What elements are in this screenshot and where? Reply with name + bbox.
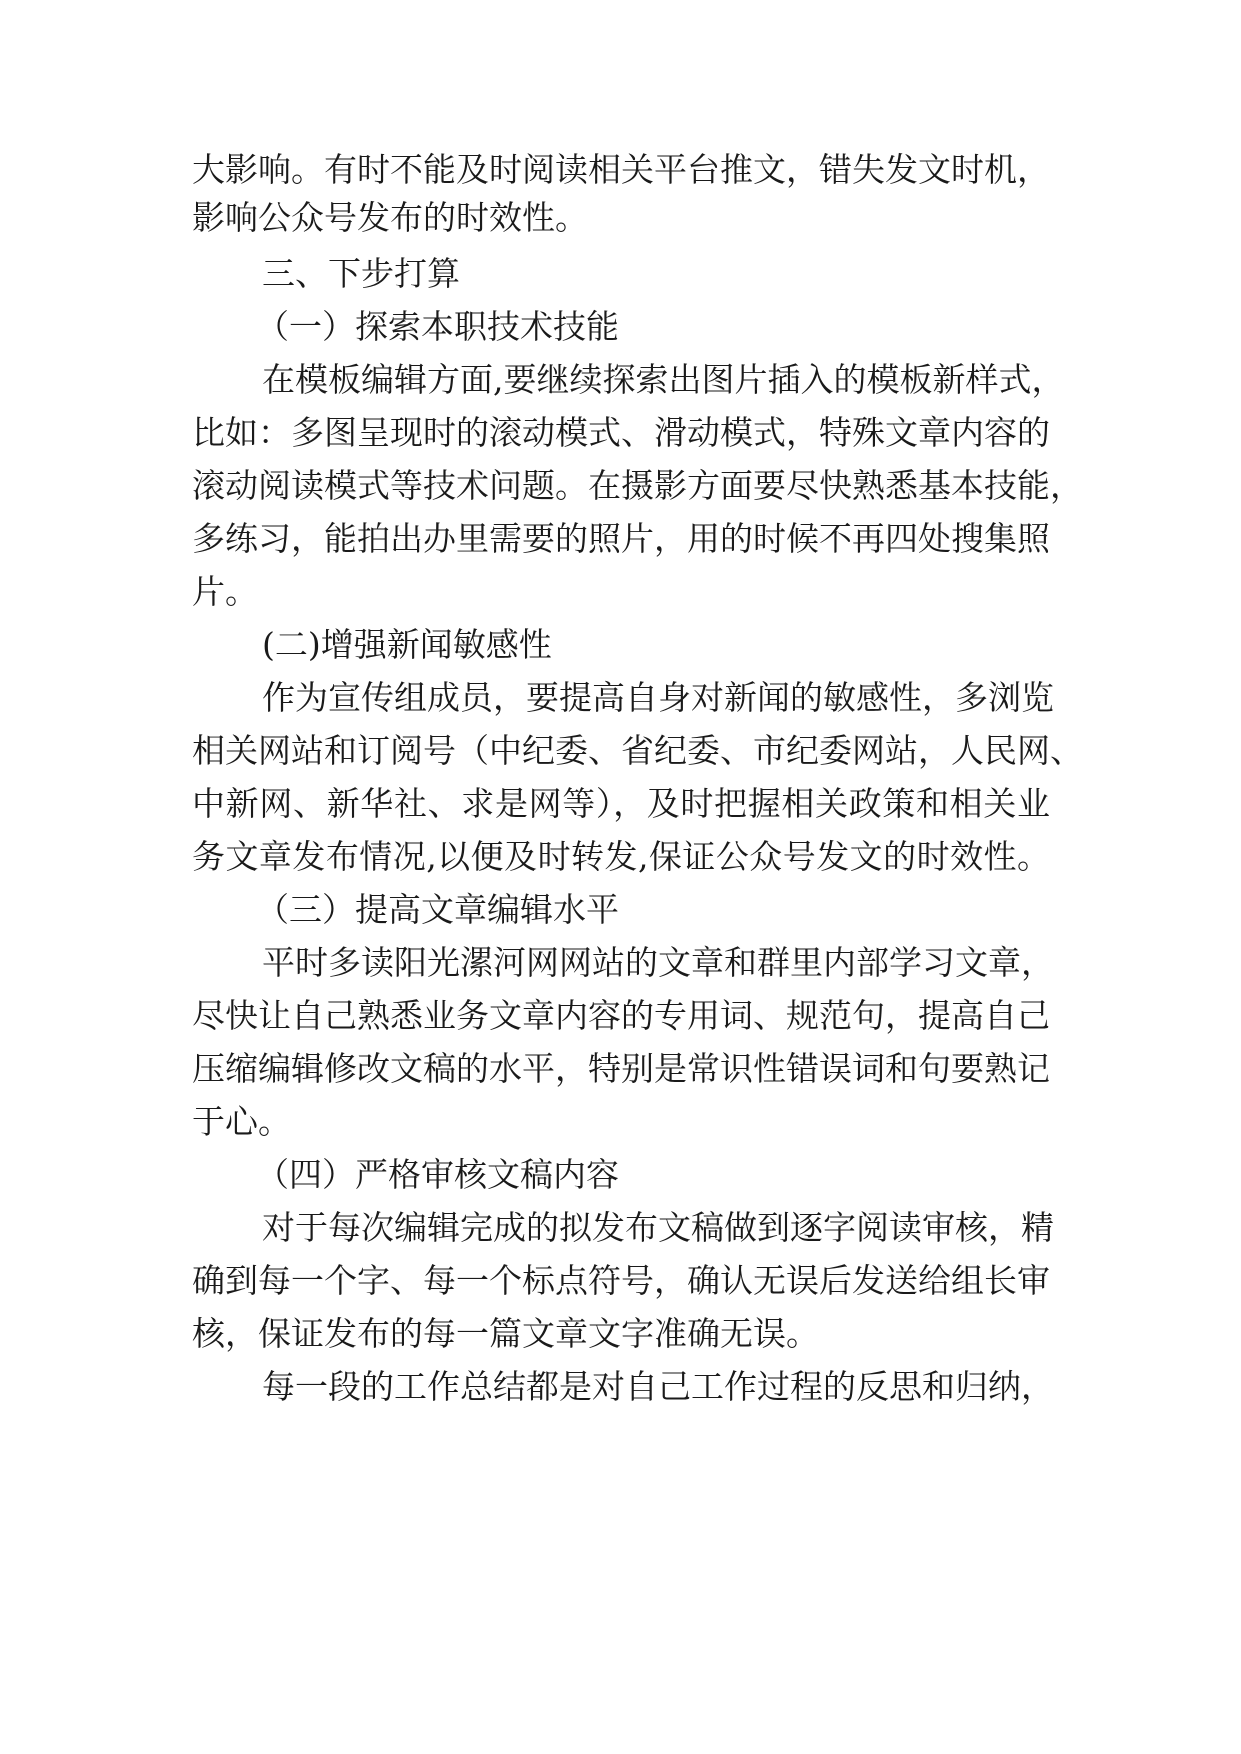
body-line: 片。 bbox=[192, 572, 258, 611]
body-line: 在模板编辑方面,要继续探索出图片插入的模板新样式， bbox=[262, 360, 1065, 399]
body-line: 相关网站和订阅号（中纪委、省纪委、市纪委网站，人民网、 bbox=[192, 731, 1083, 770]
body-line: 中新网、新华社、求是网等），及时把握相关政策和相关业 bbox=[192, 784, 1050, 823]
body-line: 多练习，能拍出办里需要的照片，用的时候不再四处搜集照 bbox=[192, 519, 1050, 558]
body-line: 压缩编辑修改文稿的水平，特别是常识性错误词和句要熟记 bbox=[192, 1049, 1050, 1088]
body-line: 滚动阅读模式等技术问题。在摄影方面要尽快熟悉基本技能， bbox=[192, 466, 1083, 505]
body-line: 比如：多图呈现时的滚动模式、滑动模式，特殊文章内容的 bbox=[192, 413, 1050, 452]
body-line: 大影响。有时不能及时阅读相关平台推文，错失发文时机， bbox=[192, 150, 1050, 189]
body-line: 对于每次编辑完成的拟发布文稿做到逐字阅读审核，精 bbox=[262, 1208, 1054, 1247]
body-line: 平时多读阳光漯河网网站的文章和群里内部学习文章， bbox=[262, 943, 1054, 982]
subsection-heading: (二)增强新闻敏感性 bbox=[262, 625, 552, 664]
body-line: 尽快让自己熟悉业务文章内容的专用词、规范句，提高自己 bbox=[192, 996, 1050, 1035]
body-line: 核，保证发布的每一篇文章文字准确无误。 bbox=[192, 1314, 819, 1353]
section-heading: 三、下步打算 bbox=[262, 254, 460, 293]
subsection-heading: （四）严格审核文稿内容 bbox=[256, 1155, 619, 1194]
body-line: 影响公众号发布的时效性。 bbox=[192, 198, 588, 237]
body-line: 务文章发布情况,以便及时转发,保证公众号发文的时效性。 bbox=[192, 837, 1050, 876]
body-line: 于心。 bbox=[192, 1102, 291, 1141]
body-line: 每一段的工作总结都是对自己工作过程的反思和归纳， bbox=[262, 1367, 1054, 1406]
subsection-heading: （一）探索本职技术技能 bbox=[256, 307, 619, 346]
body-line: 作为宣传组成员，要提高自身对新闻的敏感性，多浏览 bbox=[262, 678, 1054, 717]
body-line: 确到每一个字、每一个标点符号，确认无误后发送给组长审 bbox=[192, 1261, 1050, 1300]
subsection-heading: （三）提高文章编辑水平 bbox=[256, 890, 619, 929]
